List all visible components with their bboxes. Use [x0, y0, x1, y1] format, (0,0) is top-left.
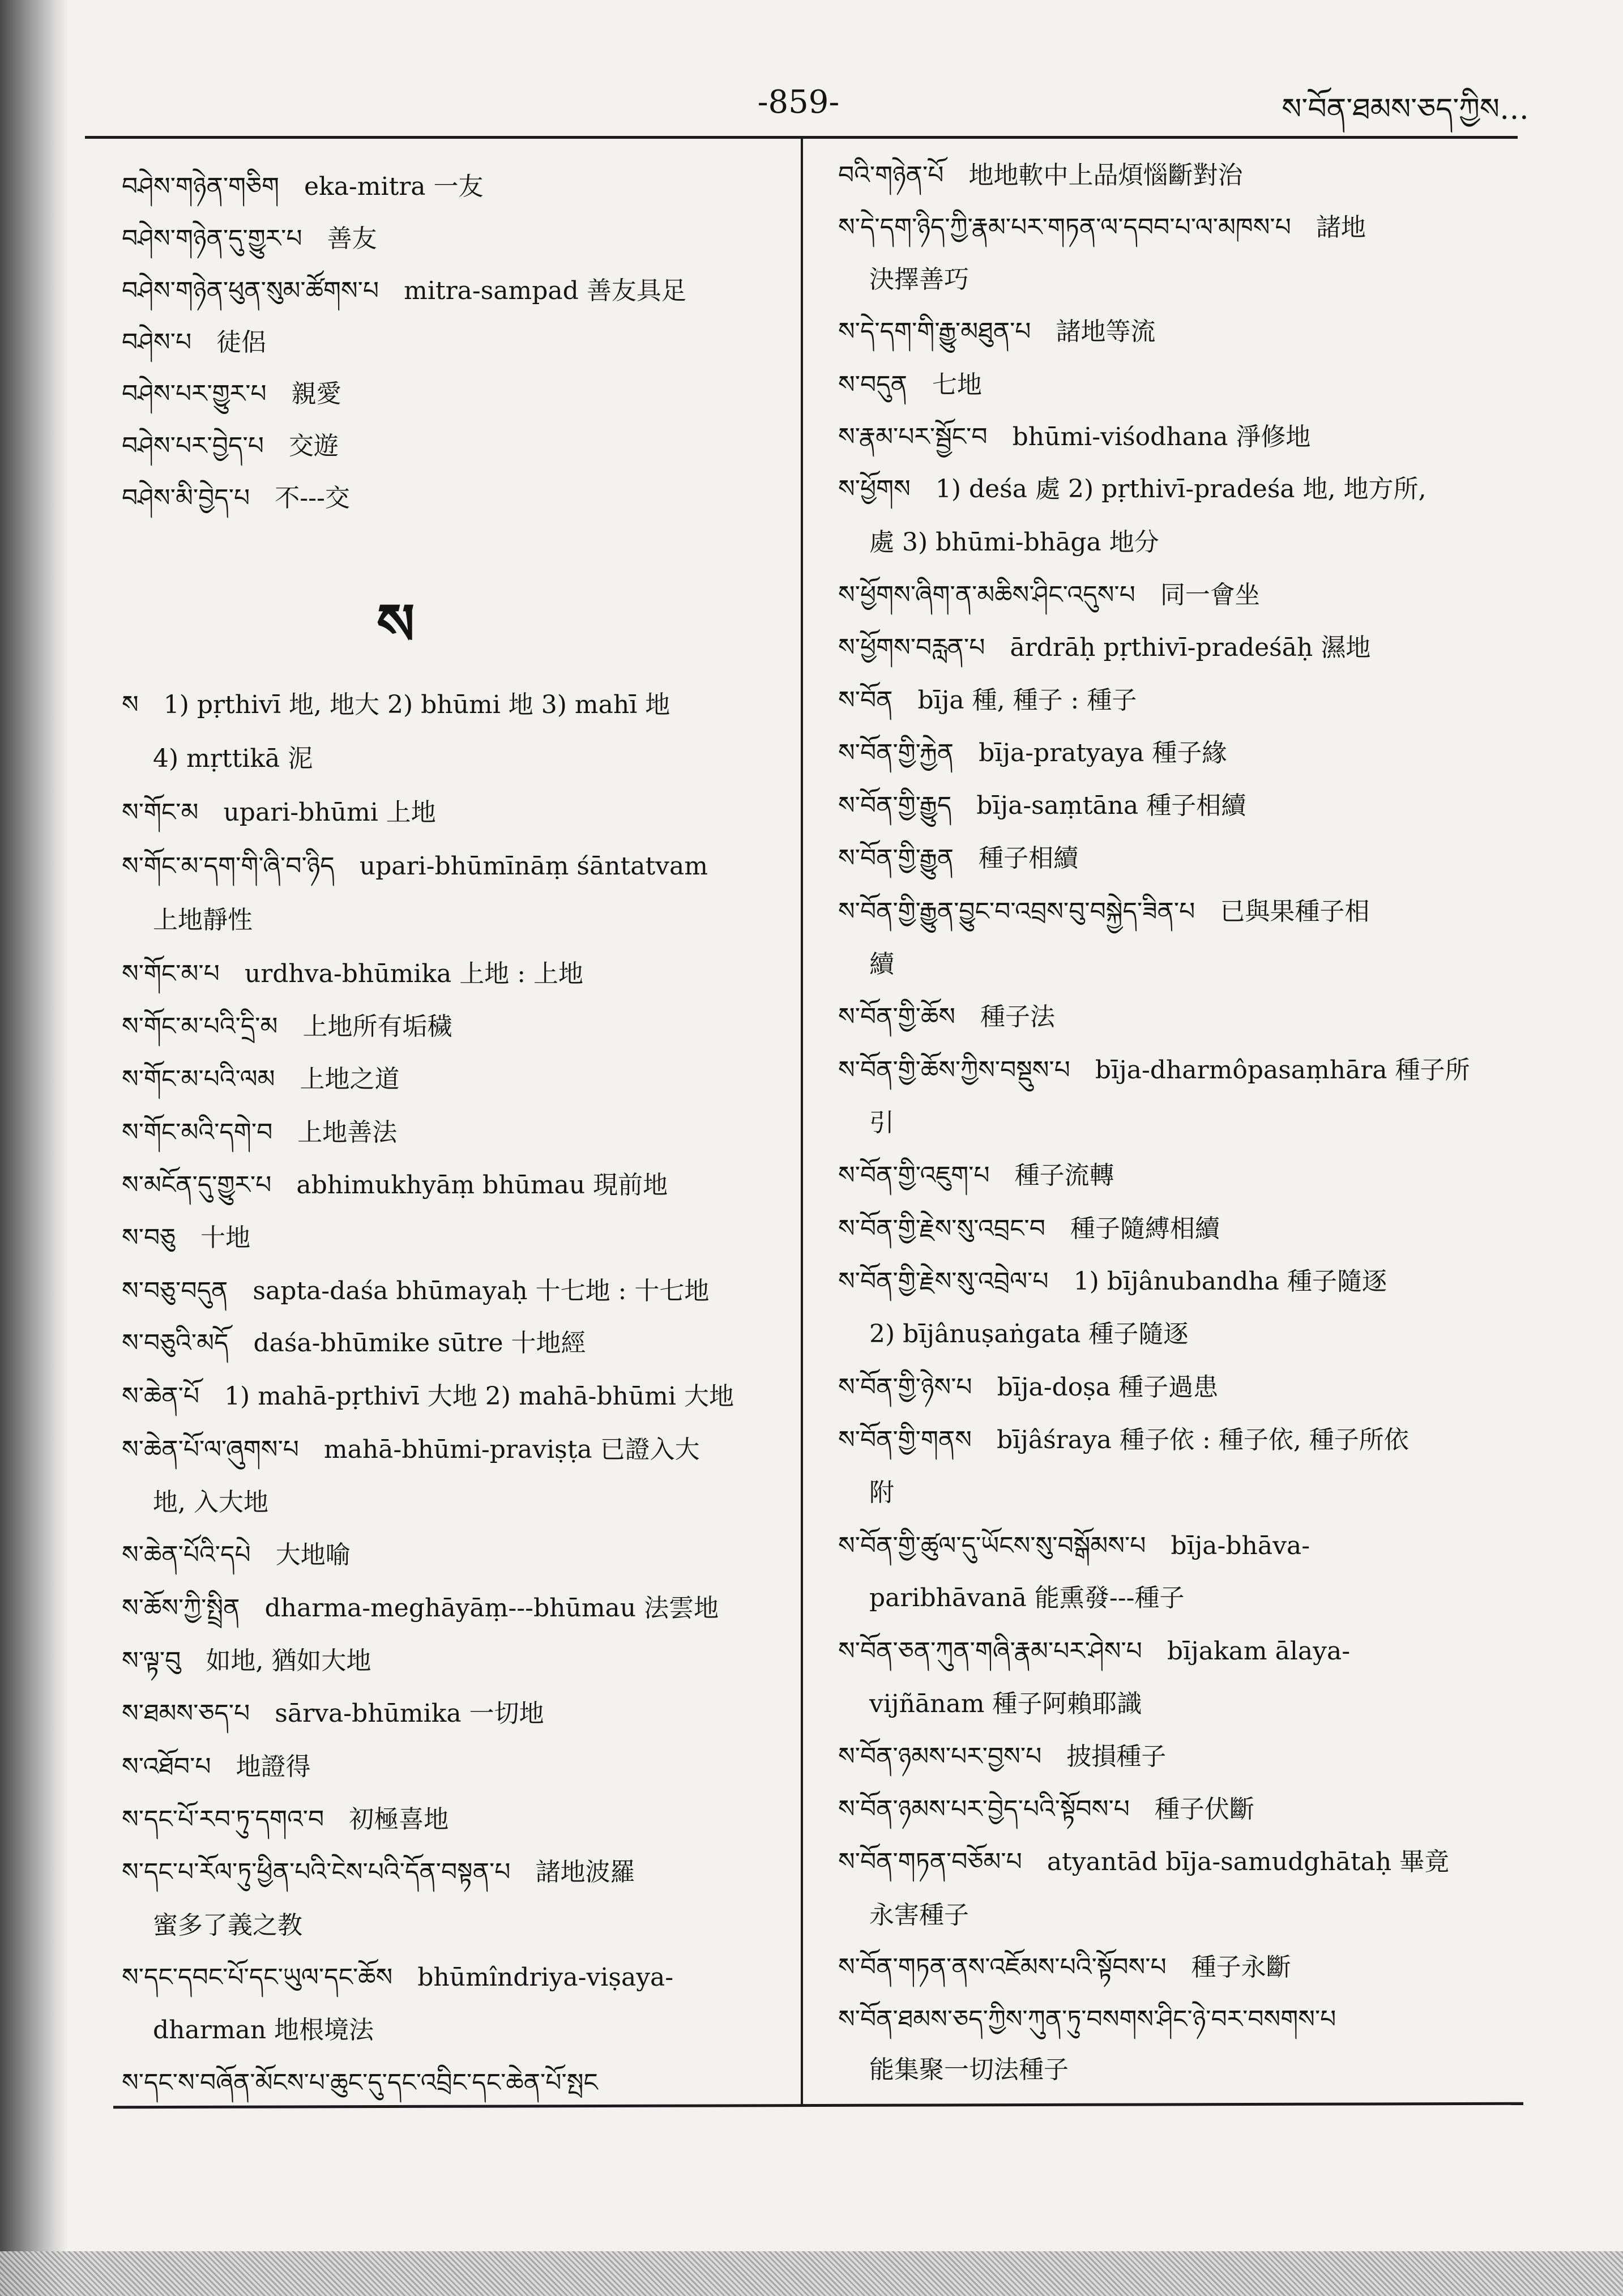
- definition-text: 初極喜地: [349, 1805, 449, 1834]
- definition-text: sārva-bhūmika 一切地: [275, 1699, 544, 1728]
- entry-line: [122, 1326, 586, 1360]
- definition-text: 引: [869, 1108, 894, 1137]
- definition-text: bīja-dharmôpasaṃhāra 種子所: [1095, 1056, 1470, 1085]
- definition-text: dharma-meghāyāṃ---bhūmau 法雲地: [264, 1594, 719, 1623]
- tibetan-headword: ས་བོན་གྱི་འཇུག་པ: [838, 1161, 990, 1190]
- definition-text: 4) mṛttikā 泥: [153, 744, 313, 773]
- entry-line: [838, 1053, 1470, 1087]
- definition-text: abhimukhyāṃ bhūmau 現前地: [296, 1171, 668, 1200]
- definition-text: 地證得: [236, 1752, 311, 1781]
- definition-text: 諸地等流: [1056, 317, 1156, 346]
- definition-text: bhūmi-viśodhana 淨修地: [1012, 423, 1311, 451]
- definition-text: 上地所有垢穢: [302, 1012, 452, 1041]
- entry-line: [838, 315, 1156, 349]
- definition-text: 已與果種子相: [1220, 897, 1370, 926]
- definition-text: bīja 種, 種子 : 種子: [917, 686, 1137, 715]
- entry-line: [122, 1380, 734, 1414]
- entry-line: [153, 1486, 268, 1520]
- definition-text: 如地, 猶如大地: [206, 1646, 371, 1675]
- tibetan-headword: ས་བོན་ཅན་ཀུན་གཞི་རྣམ་པར་ཤེས་པ: [838, 1637, 1142, 1666]
- definition-text: 同一會坐: [1160, 581, 1260, 609]
- entry-line: [838, 1529, 1310, 1563]
- entry-line: [122, 1168, 668, 1202]
- definition-text: paribhāvanā 能熏發---種子: [869, 1584, 1185, 1612]
- entry-line: [122, 796, 436, 830]
- tibetan-headword: ས་གོང་མ་པའི་ལམ: [122, 1065, 275, 1094]
- tibetan-headword: བཤེས་མི་བྱེད་པ: [122, 484, 250, 513]
- definition-text: 1) deśa 處 2) pṛthivī-pradeśa 地, 地方所,: [935, 475, 1426, 503]
- tibetan-headword: ས་ལྟ་བུ: [122, 1646, 181, 1675]
- tibetan-headword: བཤེས་པར་བྱེད་པ: [122, 432, 264, 460]
- definition-text: 交遊: [288, 432, 339, 460]
- tibetan-headword: ས: [122, 690, 139, 719]
- definition-text: 2) bījânuṣaṅgata 種子隨逐: [869, 1320, 1189, 1348]
- tibetan-headword: ས་བོན་ཉམས་པར་བྱས་པ: [838, 1742, 1042, 1771]
- definition-text: 善友: [327, 224, 377, 253]
- definition-text: 上地善法: [297, 1118, 398, 1147]
- entry-line: [869, 526, 1159, 560]
- tibetan-headword: བཤེས་གཉེན་གཅིག: [122, 172, 279, 201]
- entry-line: [869, 1317, 1188, 1351]
- entry-line: [153, 742, 313, 776]
- tibetan-headword: ས་བཅུ་བདུན: [122, 1277, 228, 1305]
- tibetan-headword: ས་བོན་གྱི་རྗེས་སུ་འབྲང་བ: [838, 1214, 1045, 1243]
- tibetan-headword: བའི་གཉེན་པོ: [838, 161, 944, 190]
- definition-text: 種子法: [980, 1002, 1055, 1031]
- tibetan-headword: ས་རྣམ་པར་སྦྱོང་བ: [838, 423, 988, 451]
- entry-line: [869, 1898, 969, 1932]
- tibetan-headword: བཤེས་པ: [122, 328, 192, 357]
- definition-text: 種子永斷: [1191, 1953, 1291, 1982]
- definition-text: 十地: [200, 1223, 251, 1252]
- tibetan-headword: ས་འཐོབ་པ: [122, 1752, 211, 1781]
- page-number: -859-: [757, 84, 840, 121]
- definition-text: 諸地: [1316, 213, 1366, 242]
- running-head: ས་བོན་ཐམས་ཅད་ཀྱིས…: [1282, 92, 1529, 126]
- entry-line: [122, 850, 708, 884]
- entry-line: [838, 1634, 1350, 1668]
- definition-text: 親愛: [291, 379, 341, 408]
- definition-text: 能集聚一切法種子: [869, 2055, 1069, 2084]
- entry-line: [122, 1855, 635, 1889]
- entry-line: [122, 1274, 709, 1308]
- definition-text: daśa-bhūmike sūtre 十地經: [253, 1329, 586, 1358]
- entry-line: [838, 1159, 1114, 1193]
- entry-line: [122, 170, 484, 204]
- definition-text: mahā-bhūmi-praviṣṭa 已證入大: [323, 1435, 700, 1464]
- definition-text: 種子相續: [979, 844, 1079, 873]
- definition-text: bīja-saṃtāna 種子相續: [976, 791, 1246, 820]
- entry-line: [122, 1538, 351, 1572]
- tibetan-headword: ས་ཕྱོགས་བརླན་པ: [838, 633, 985, 662]
- entry-line: [122, 1433, 700, 1467]
- tibetan-headword: ས་དང་ས་བཞོན་མོངས་པ་ཆུང་དུ་དང་འབྲིང་དང་ཆེན་པོ་སྤང: [122, 2068, 598, 2097]
- definition-text: 上地靜性: [153, 906, 253, 934]
- entry-line: [122, 1697, 544, 1731]
- entry-line: [869, 2053, 1069, 2087]
- definition-text: eka-mitra 一友: [304, 172, 484, 201]
- tibetan-headword: ས་དང་པོ་རབ་ཏུ་དགའ་བ: [122, 1805, 324, 1834]
- entry-line: [869, 263, 969, 297]
- scan-noise-bottom: [0, 2251, 1623, 2296]
- tibetan-headword: ས་བོན་གྱི་ཆོས: [838, 1002, 955, 1031]
- definition-text: 地, 入大地: [153, 1488, 268, 1517]
- definition-text: bhūmîndriya-viṣaya-: [417, 1963, 674, 1992]
- tibetan-headword: བཤེས་གཉེན་ཕུན་སུམ་ཚོགས་པ: [122, 276, 379, 305]
- entry-line: [838, 1371, 1218, 1405]
- tibetan-headword: ས་གོང་མ་པའི་དྲི་མ: [122, 1012, 278, 1041]
- entry-line: [838, 736, 1227, 770]
- tibetan-headword: ས་བོན: [838, 686, 893, 715]
- column-divider: [801, 139, 803, 2104]
- entry-line: [122, 1961, 673, 1995]
- tibetan-headword: ས་བདུན: [838, 370, 907, 399]
- definition-text: upari-bhūmi 上地: [223, 798, 436, 827]
- entry-line: [838, 2003, 1361, 2037]
- definition-text: 1) bījânubandha 種子隨逐: [1073, 1267, 1387, 1296]
- definition-text: dharman 地根境法: [153, 2016, 374, 2045]
- definition-text: atyantād bīja-samudghātaḥ 畢竟: [1047, 1847, 1450, 1876]
- entry-line: [838, 631, 1370, 665]
- entry-line: [122, 222, 377, 256]
- entry-line: [838, 1265, 1387, 1299]
- tibetan-headword: ས་དང་པ་རོལ་ཏུ་ཕྱིན་པའི་ངེས་པའི་དོན་བསྟན་པ: [122, 1858, 511, 1887]
- tibetan-headword: ས་ཆེན་པོའི་དཔེ: [122, 1540, 251, 1569]
- definition-text: 種子伏斷: [1154, 1795, 1254, 1824]
- tibetan-headword: ས་གོང་མའི་དགེ་བ: [122, 1118, 273, 1147]
- entry-line: [838, 472, 1426, 506]
- tibetan-headword: ས་བོན་གཏན་ནས་འཇོམས་པའི་སྟོབས་པ: [838, 1953, 1167, 1982]
- entry-line: [838, 159, 1242, 193]
- definition-text: bījâśraya 種子依 : 種子依, 種子所依: [996, 1426, 1409, 1454]
- definition-text: ārdrāḥ pṛthivī-pradeśāḥ 濕地: [1010, 633, 1371, 662]
- tibetan-headword: ས་ཕྱོགས: [838, 475, 911, 503]
- footer-rule: [113, 2102, 1523, 2109]
- tibetan-headword: ས་བོན་ཐམས་ཅད་ཀྱིས་ཀུན་ཏུ་བསགས་ཤིང་ཉེ་བར་བསགས་པ: [838, 2005, 1336, 2034]
- entry-line: [838, 1212, 1220, 1246]
- entry-line: [869, 948, 894, 981]
- entry-line: [838, 368, 982, 402]
- section-letter: ས: [377, 591, 415, 658]
- entry-line: [838, 1740, 1166, 1774]
- definition-text: 種子隨縛相續: [1070, 1214, 1220, 1243]
- entry-line: [838, 420, 1310, 454]
- definition-text: vijñānam 種子阿賴耶識: [869, 1689, 1142, 1718]
- definition-text: 諸地波羅: [535, 1858, 635, 1887]
- definition-text: 種子流轉: [1014, 1161, 1114, 1190]
- definition-text: 地地軟中上品煩惱斷對治: [968, 161, 1243, 190]
- definition-text: 決擇善巧: [869, 265, 969, 294]
- entry-line: [838, 1793, 1254, 1826]
- tibetan-headword: ས་བོན་གྱི་རྒྱུད: [838, 791, 952, 820]
- definition-text: 附: [869, 1478, 894, 1507]
- entry-line: [122, 1591, 719, 1625]
- entry-line: [122, 1062, 399, 1096]
- entry-line: [869, 1106, 894, 1140]
- tibetan-headword: ས་དེ་དག་ཉིད་ཀྱི་རྣམ་པར་གཏན་ལ་དབབ་པ་ལ་མཁས་པ: [838, 213, 1291, 242]
- tibetan-headword: བཤེས་གཉེན་དུ་གྱུར་པ: [122, 224, 302, 253]
- tibetan-headword: ས་ཕྱོགས་ཞིག་ན་མཆིས་ཤིང་འདུས་པ: [838, 581, 1135, 609]
- tibetan-headword: ས་ཆོས་ཀྱི་སྤྲིན: [122, 1594, 240, 1623]
- tibetan-headword: ས་བོན་ཉམས་པར་བྱེད་པའི་སྟོབས་པ: [838, 1795, 1130, 1824]
- definition-text: bīja-bhāva-: [1171, 1531, 1310, 1560]
- definition-text: 蜜多了義之教: [153, 1911, 302, 1940]
- definition-text: bīja-pratyaya 種子緣: [979, 739, 1227, 767]
- definition-text: 披損種子: [1066, 1742, 1167, 1771]
- entry-line: [122, 1116, 397, 1150]
- entry-line: [838, 578, 1260, 612]
- tibetan-headword: ས་བོན་གྱི་གནས: [838, 1426, 972, 1454]
- definition-text: bīja-doṣa 種子過患: [997, 1373, 1219, 1402]
- tibetan-headword: ས་དང་དབང་པོ་དང་ཡུལ་དང་ཆོས: [122, 1963, 393, 1992]
- entry-line: [153, 903, 253, 937]
- entry-line: [838, 842, 1078, 876]
- tibetan-headword: ས་བོན་གྱི་ཉེས་པ: [838, 1373, 972, 1402]
- entry-line: [122, 1010, 452, 1044]
- tibetan-headword: ས་བཅུའི་མདོ: [122, 1329, 229, 1358]
- tibetan-headword: ས་བོན་གཏན་བཅོམ་པ: [838, 1847, 1022, 1876]
- entry-line: [122, 688, 670, 722]
- definition-text: 1) mahā-pṛthivī 大地 2) mahā-bhūmi 大地: [224, 1382, 734, 1411]
- tibetan-headword: ས་ཆེན་པོ་ལ་ཞུགས་པ: [122, 1435, 299, 1464]
- tibetan-headword: ས་ཆེན་པོ: [122, 1382, 200, 1411]
- definition-text: 永害種子: [869, 1901, 969, 1930]
- tibetan-headword: ས་བོན་གྱི་རྒྱུན: [838, 844, 954, 873]
- entry-line: [153, 2013, 374, 2047]
- entry-line: [838, 895, 1369, 929]
- tibetan-headword: ས་གོང་མ་པ: [122, 959, 220, 988]
- tibetan-headword: ས་བོན་གྱི་ཚུལ་དུ་ཡོངས་སུ་བསྒོམས་པ: [838, 1531, 1146, 1560]
- entry-line: [122, 274, 686, 308]
- definition-text: 1) pṛthivī 地, 地大 2) bhūmi 地 3) mahī 地: [163, 690, 670, 719]
- definition-text: 上地之道: [300, 1065, 400, 1094]
- definition-text: 續: [869, 950, 894, 979]
- tibetan-headword: ས་བོན་གྱི་རྐྱེན: [838, 739, 954, 767]
- entry-line: [122, 326, 266, 360]
- entry-line: [122, 481, 350, 515]
- definition-text: mitra-sampad 善友具足: [404, 276, 686, 305]
- tibetan-headword: ས་བཅུ: [122, 1223, 176, 1252]
- tibetan-headword: ས་བོན་གྱི་ཆོས་ཀྱིས་བསྡུས་པ: [838, 1056, 1070, 1085]
- definition-text: 七地: [932, 370, 982, 399]
- entry-line: [122, 429, 339, 463]
- definition-text: upari-bhūmīnāṃ śāntatvam: [359, 852, 708, 881]
- tibetan-headword: ས་ཐམས་ཅད་པ: [122, 1699, 250, 1728]
- entry-line: [122, 1750, 311, 1784]
- tibetan-headword: ས་གོང་མ་དག་གི་ཞི་བ་ཉིད: [122, 852, 335, 881]
- scan-shadow-left: [0, 0, 68, 2296]
- entry-line: [838, 211, 1366, 245]
- entry-line: [838, 1423, 1409, 1457]
- tibetan-headword: ས་བོན་གྱི་རྒྱུན་བྱུང་བ་འབྲས་བུ་བསྐྱེད་ཟིན་པ: [838, 897, 1195, 926]
- entry-line: [122, 1644, 371, 1678]
- entry-line: [869, 1581, 1185, 1615]
- tibetan-headword: ས་གོང་མ: [122, 798, 199, 827]
- entry-line: [869, 1476, 894, 1510]
- entry-line: [838, 1845, 1449, 1879]
- entry-line: [122, 2066, 623, 2100]
- entry-line: [122, 957, 583, 991]
- entry-line: [838, 1000, 1055, 1034]
- tibetan-headword: ས་བོན་གྱི་རྗེས་སུ་འབྲེལ་པ: [838, 1267, 1049, 1296]
- tibetan-headword: ས་མངོན་དུ་གྱུར་པ: [122, 1171, 272, 1200]
- definition-text: 不---交: [275, 484, 350, 513]
- definition-text: 徒侶: [216, 328, 267, 357]
- entry-line: [122, 1221, 250, 1255]
- definition-text: urdhva-bhūmika 上地 : 上地: [244, 959, 584, 988]
- entry-line: [153, 1909, 302, 1943]
- tibetan-headword: ས་དེ་དག་གི་རྒྱུ་མཐུན་པ: [838, 317, 1031, 346]
- entry-line: [838, 684, 1137, 718]
- definition-text: 大地喻: [275, 1540, 351, 1569]
- definition-text: sapta-daśa bhūmayaḥ 十七地 : 十七地: [253, 1277, 710, 1305]
- entry-line: [122, 1803, 449, 1837]
- entry-line: [838, 789, 1246, 823]
- tibetan-headword: བཤེས་པར་གྱུར་པ: [122, 379, 267, 408]
- definition-text: 處 3) bhūmi-bhāga 地分: [869, 528, 1159, 557]
- entry-line: [122, 377, 341, 411]
- entry-line: [869, 1687, 1142, 1721]
- entry-line: [838, 1951, 1291, 1985]
- definition-text: bījakam ālaya-: [1167, 1637, 1351, 1666]
